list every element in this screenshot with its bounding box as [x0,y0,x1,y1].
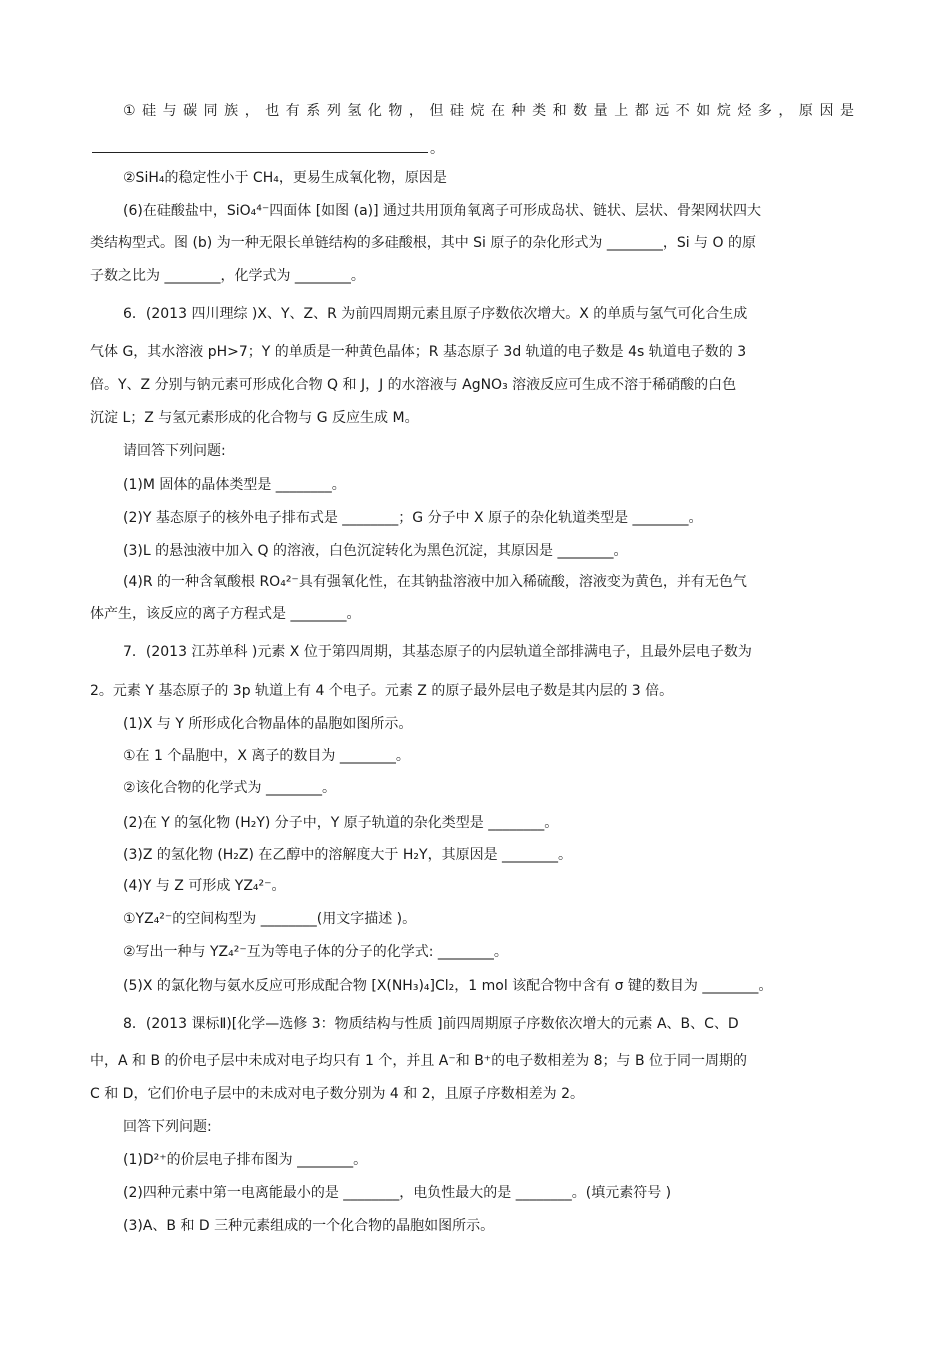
text-line: 子数之比为 ________，化学式为 ________。 [90,268,365,284]
text-line: (2)在 Y 的氢化物 (H₂Y) 分子中，Y 原子轨道的杂化类型是 ________。 [123,815,559,831]
text-line: 回答下列问题: [123,1119,212,1135]
text-line: (2)四种元素中第一电离能最小的是 ________，电负性最大的是 ________。(填元素符号 ) [123,1185,672,1201]
question-6-heading: 6．(2013 四川理综 )X、Y、Z、R 为前四周期元素且原子序数依次增大。X 的单质与氢气可化合生成 [123,306,748,322]
question-8-heading: 8．(2013 课标Ⅱ)[化学—选修 3：物质结构与性质 ]前四周期原子序数依次增大的元素 A、B、C、D [123,1016,739,1032]
line-text: 。 [430,141,444,157]
text-line: (3)A、B 和 D 三种元素组成的一个化合物的晶胞如图所示。 [123,1218,495,1234]
text-line: (3)L 的悬浊液中加入 Q 的溶液，白色沉淀转化为黑色沉淀，其原因是 ________。 [123,543,628,559]
text-line: 类结构型式。图 (b) 为一种无限长单链结构的多硅酸根，其中 Si 原子的杂化形式为 ________，Si 与 O 的原 [90,235,756,251]
text-line: ②该化合物的化学式为 ________。 [123,780,337,796]
text-line: 气体 G，其水溶液 pH>7；Y 的单质是一种黄色晶体；R 基态原子 3d 轨道的电子数是 4s 轨道电子数的 3 [90,344,747,360]
text-line: (6)在硅酸盐中，SiO₄⁴⁻四面体 [如图 (a)] 通过共用顶角氧离子可形成岛状、链状、层状、骨架网状四大 [123,203,762,219]
text-line: ②写出一种与 YZ₄²⁻互为等电子体的分子的化学式: ________。 [123,944,508,960]
text-line: (1)X 与 Y 所形成化合物晶体的晶胞如图所示。 [123,716,413,732]
text-line [0,138,950,159]
text-line: (3)Z 的氢化物 (H₂Z) 在乙醇中的溶解度大于 H₂Y，其原因是 ________。 [123,847,573,863]
text-line: (2)Y 基态原子的核外电子排布式是 ________；G 分子中 X 原子的杂化轨道类型是 ________。 [123,510,703,526]
text-line: 中，A 和 B 的价电子层中未成对电子均只有 1 个，并且 A⁻和 B⁺的电子数相差为 8；与 B 位于同一周期的 [90,1053,748,1069]
text-line: 体产生，该反应的离子方程式是 ________。 [90,606,361,622]
text-line: (4)Y 与 Z 可形成 YZ₄²⁻。 [123,878,286,894]
text-line: 2。元素 Y 基态原子的 3p 轨道上有 4 个电子。元素 Z 的原子最外层电子数是其内层的 3 倍。 [90,683,674,699]
text-line: (4)R 的一种含氧酸根 RO₄²⁻具有强氧化性，在其钠盐溶液中加入稀硫酸，溶液变为黄色，并有无色气 [123,574,747,590]
text-line: 倍。Y、Z 分别与钠元素可形成化合物 Q 和 J，J 的水溶液与 AgNO₃ 溶液反应可生成不溶于稀硝酸的白色 [90,377,737,393]
text-line: 沉淀 L；Z 与氢元素形成的化合物与 G 反应生成 M。 [90,410,419,426]
text-line: ②SiH₄的稳定性小于 CH₄，更易生成氧化物，原因是 [123,170,447,186]
text-line: ①YZ₄²⁻的空间构型为 ________(用文字描述 )。 [123,911,417,927]
text-line: ①在 1 个晶胞中，X 离子的数目为 ________。 [123,748,410,764]
answer-blank[interactable] [92,138,428,153]
text-line: 请回答下列问题: [123,443,226,459]
text-line: C 和 D，它们价电子层中的未成对电子数分别为 4 和 2，且原子序数相差为 2。 [90,1086,584,1102]
question-7-heading: 7．(2013 江苏单科 )元素 X 位于第四周期，其基态原子的内层轨道全部排满电子，且最外层电子数为 [123,644,752,660]
text-line: (1)M 固体的晶体类型是 ________。 [123,477,346,493]
text-line: ①硅与碳同族，也有系列氢化物，但硅烷在种类和数量上都远不如烷烃多，原因是 [123,103,858,119]
text-line: (1)D²⁺的价层电子排布图为 ________。 [123,1152,368,1168]
text-line: (5)X 的氯化物与氨水反应可形成配合物 [X(NH₃)₄]Cl₂，1 mol 该配合物中含有 σ 键的数目为 ________。 [123,978,773,994]
